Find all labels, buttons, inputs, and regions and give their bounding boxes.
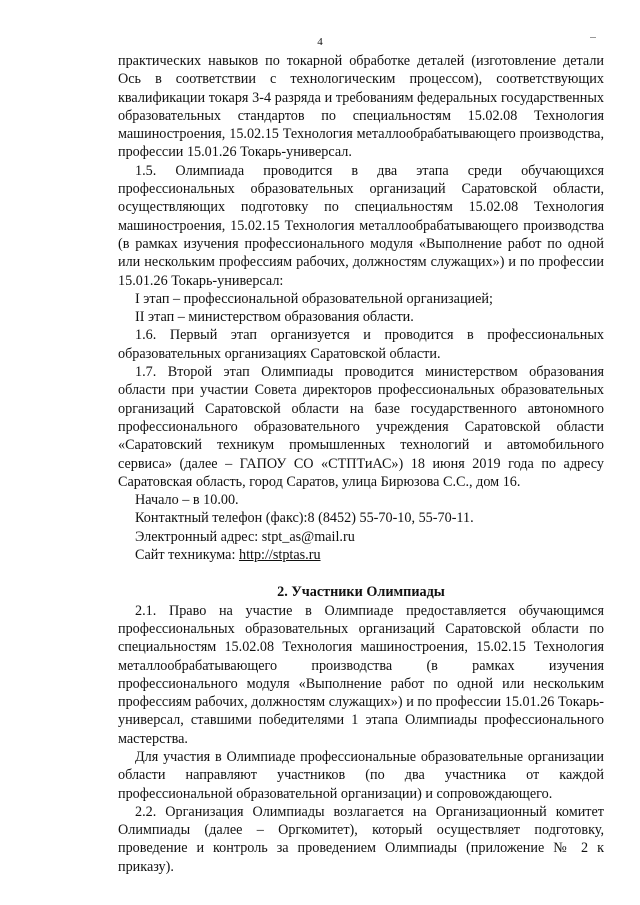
paragraph-1-6: 1.6. Первый этап организуется и проводится в профессиональных образовательных организациях Саратовской области.: [118, 327, 604, 362]
paragraph-2-2: 2.2. Организация Олимпиады возлагается на Организационный комитет Олимпиады (далее – Оргкомитет), который осуществляет подготовку, проведение и контроль за проведением Олимпиады (приложение № 2 к приказу).: [118, 803, 604, 875]
stage-2-line: II этап – министерством образования области.: [135, 309, 414, 326]
paragraph-2-1: 2.1. Право на участие в Олимпиаде предоставляется обучающимся профессиональных образовательных организаций Саратовской области по специальностям 15.02.08 Технология машиностроения, 15.02.15 Технология металлообрабатывающего производства (в рамках изучения профессионального модуля «Выполнение работ по одной или нескольким профессиям рабочих, должностям служащих») и по профессии 15.01.26 Токарь-универсал, ставшими победителями 1 этапа Олимпиады профессионального мастерства.: [118, 602, 604, 747]
section-2-heading: 2. Участники Олимпиады: [277, 584, 445, 601]
document-body: [118, 52, 604, 876]
site-link[interactable]: http://stptas.ru: [238, 547, 321, 564]
phone-line: Контактный телефон (факс):8 (8452) 55-70-10, 55-70-11.: [135, 510, 474, 527]
start-time-line: Начало – в 10.00.: [135, 492, 239, 509]
page-number: 4: [317, 36, 323, 48]
paragraph-participation: Для участия в Олимпиаде профессиональные образовательные организации области направляют участников (по два участника от каждой профессиональной образовательной организации) и сопровождающего.: [118, 748, 604, 802]
paragraph-intro: практических навыков по токарной обработке деталей (изготовление детали Ось в соответствии с технологическим процессом), соответствующих квалификации токаря 3-4 разряда и требованиям федеральных государственных образовательных стандартов по специальностям 15.02.08 Технология машиностроения, 15.02.15 Технология металлообрабатывающего производства, профессии 15.01.26 Токарь-универсал.: [118, 53, 604, 161]
site-line: [118, 546, 604, 564]
paragraph-1-7: 1.7. Второй этап Олимпиады проводится министерством образования области при участии Совета директоров профессиональных образовательных организаций Саратовской области на базе государственного автономного профессионального образовательного учреждения Саратовской области «Саратовский техникум промышленных технологий и автомобильного сервиса» (далее – ГАПОУ СО «СТПТиАС») 18 июня 2019 года по адресу Саратовская область, город Саратов, улица Бирюзова С.С., дом 16.: [118, 364, 604, 490]
email-line: Электронный адрес: stpt_as@mail.ru: [135, 528, 355, 545]
site-label: Сайт техникума:: [135, 547, 239, 564]
stage-1-line: I этап – профессиональной образовательной организацией;: [135, 290, 493, 307]
paragraph-1-5: 1.5. Олимпиада проводится в два этапа среди обучающихся профессиональных образовательных организаций Саратовской области, осуществляющих подготовку по специальностям 15.02.08 Технология машиностроения, 15.02.15 Технология металлообрабатывающего производства (в рамках изучения профессионального модуля «Выполнение работ по одной или нескольким профессиям рабочих, должностям служащих») и по профессии 15.01.26 Токарь-универсал:: [118, 162, 604, 289]
scan-mark: [590, 37, 596, 38]
